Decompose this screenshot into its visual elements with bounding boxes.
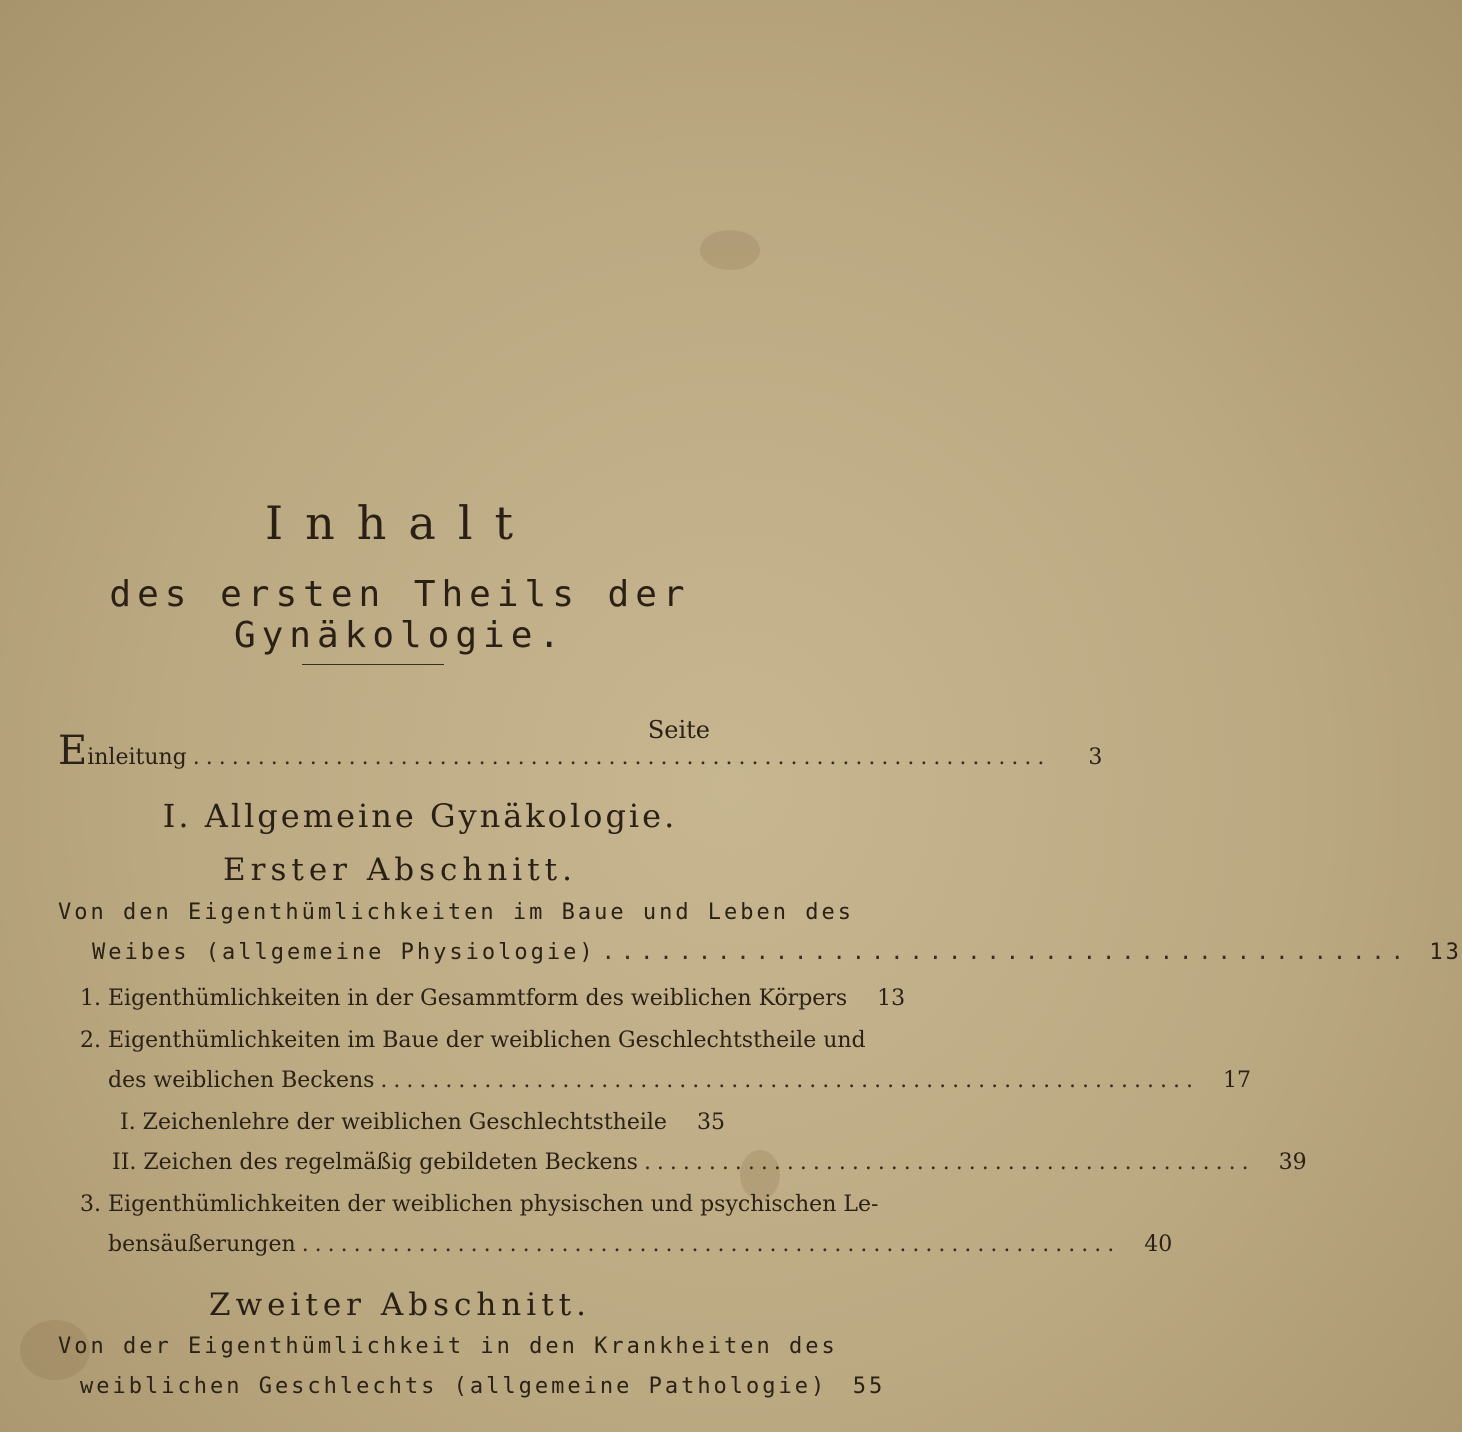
toc-page-number: 13: [877, 986, 906, 1011]
toc-page-number: 17: [1223, 1068, 1251, 1093]
toc-entry-label: II. Zeichen des regelmäßig gebildeten Beckens: [112, 1150, 638, 1175]
toc-page-number: 40: [1144, 1232, 1173, 1257]
part-heading: I. Allgemeine Gynäkologie.: [162, 797, 678, 835]
toc-entry: [80, 1192, 879, 1228]
toc-entry-label: 2. Eigenthümlichkeiten im Baue der weiblichen Geschlechtstheile und: [80, 1028, 866, 1053]
toc-entry-label: weiblichen Geschlechts (allgemeine Pathologie): [80, 1374, 828, 1399]
leader-dots: ..................................................................: [192, 745, 1051, 770]
section-heading: Erster Abschnitt.: [223, 852, 577, 888]
toc-entry: [108, 1068, 1251, 1104]
toc-entry-label: bensäußerungen: [108, 1232, 296, 1257]
toc-entry: [80, 986, 906, 1022]
stain: [700, 230, 760, 270]
leader-dots: ...............................................................: [380, 1068, 1199, 1093]
section-title-line: Von der Eigenthümlichkeit in den Krankheiten des: [58, 1334, 838, 1359]
page-column-label: Seite: [647, 716, 710, 744]
toc-entry: [80, 1028, 866, 1064]
toc-entry-label: I. Zeichenlehre der weiblichen Geschlechtstheile: [120, 1110, 667, 1135]
leader-dots: ...............................................: [643, 1150, 1255, 1175]
leader-dots: ...............................................................: [301, 1232, 1121, 1257]
toc-page-number: 55: [852, 1374, 886, 1399]
toc-entry: [80, 1374, 886, 1410]
page-subtitle: des ersten Theils der Gynäkologie.: [109, 574, 691, 656]
toc-page-number: 3: [1088, 745, 1103, 770]
toc-entry: [108, 1232, 1173, 1268]
divider-rule: [302, 664, 444, 665]
toc-entry-label: 3. Eigenthümlichkeiten der weiblichen physischen und psychischen Le-: [80, 1192, 879, 1217]
toc-page-number: 13: [1429, 940, 1462, 965]
toc-entry-label: Weibes (allgemeine Physiologie): [92, 940, 596, 965]
page-title: Inhalt: [264, 496, 536, 550]
toc-entry-label: 1. Eigenthümlichkeiten in der Gesammtform des weiblichen Körpers: [80, 986, 848, 1011]
drop-initial: E: [58, 728, 88, 774]
leader-dots: ..........................................: [601, 940, 1410, 965]
toc-entry: [112, 1150, 1307, 1186]
toc-entry-label: des weiblichen Beckens: [108, 1068, 375, 1093]
toc-page-number: 39: [1278, 1150, 1307, 1175]
toc-entry: [92, 940, 1462, 976]
toc-entry: [120, 1110, 725, 1146]
toc-entry-label: inleitung: [87, 745, 187, 770]
toc-page-number: 35: [696, 1110, 725, 1135]
section-title-line: Von den Eigenthümlichkeiten im Baue und Leben des: [58, 900, 855, 925]
section-heading: Zweiter Abschnitt.: [209, 1287, 591, 1323]
